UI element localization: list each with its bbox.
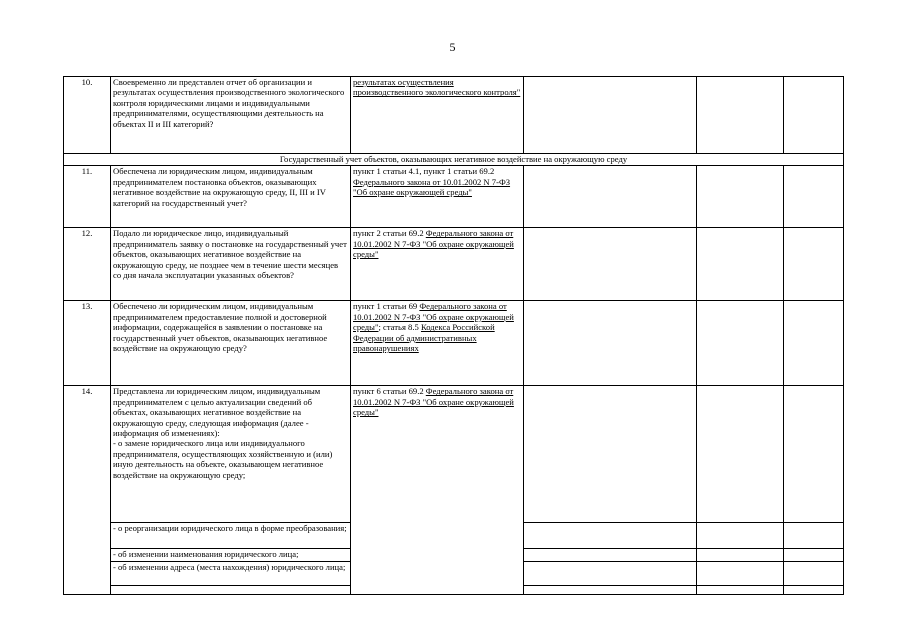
answer-cell [697,523,784,549]
reference-link[interactable]: Федерального закона от 10.01.2002 N 7-ФЗ "Об охране окружающей среды" [353,176,511,198]
reference-text: пункт 6 статьи 69.2 [353,386,426,397]
row-reference [351,386,524,594]
reference-link[interactable]: результатах осуществления производственного экологического контроля" [353,77,521,98]
row-number: 13. [64,301,111,386]
reference-text: пункт 1 статьи 69 [353,301,420,312]
answer-cell [697,585,784,594]
sub-item: - об изменении наименования юридического лица; [111,549,351,561]
row-number: 10. [64,77,111,154]
reference-link[interactable]: Федерального закона от 10.01.2002 N 7-ФЗ "Об охране окружающей среды" [353,301,514,333]
row-question: Своевременно ли представлен отчет об организации и результатах осуществления производственного экологического контроля юридическими лицами и индивидуальными предпринимателями, осуществляющими деятельность на объектах II и III категорий? [111,77,351,154]
row-question: Обеспечена ли юридическим лицом, индивидуальным предпринимателем постановка объектов, оказывающих негативное воздействие на окружающую среду, II, III и IV категорий на государственный учет? [111,166,351,228]
answer-cell [524,585,697,594]
answer-cell [784,77,844,154]
table-row [64,301,844,386]
answer-cell [524,166,697,228]
sub-item [111,585,351,594]
answer-cell [697,386,784,523]
reference-text: пункт 1 статьи 4.1, пункт 1 статьи 69.2 [353,166,495,177]
row-question: Представлена ли юридическим лицом, индивидуальным предпринимателем с целью актуализации сведений об объектах, оказывающих негативное воздействие на окружающую среду, следующая информация (далее - информация об изменениях): - о замене юридического лица или индивидуального предпринимателя, осуществляющих хозяйственную и (или) иную деятельность на объекте, оказывающем негативное воздействие на окружающую среду; [111,386,351,523]
row-number: 14. [64,386,111,594]
answer-cell [697,77,784,154]
row-reference [351,301,524,386]
table-row [64,228,844,301]
page-number: 5 [449,40,456,54]
answer-cell [697,301,784,386]
row-reference [351,77,524,154]
reference-link[interactable]: Федерального закона от 10.01.2002 N 7-ФЗ "Об охране окружающей среды" [353,386,514,418]
answer-cell [784,301,844,386]
reference-link[interactable]: Кодекса Российской Федерации об административных правонарушениях [353,322,495,354]
reference-text: пункт 2 статьи 69.2 [353,228,426,239]
answer-cell [784,585,844,594]
reference-text: ; статья 8.5 [378,322,421,333]
answer-cell [524,228,697,301]
table-row [64,386,844,523]
answer-cell [524,523,697,549]
answer-cell [784,166,844,228]
row-reference [351,228,524,301]
answer-cell [697,549,784,561]
checklist-table [63,76,844,595]
answer-cell [524,386,697,523]
answer-cell [524,301,697,386]
row-number: 12. [64,228,111,301]
table-row [64,166,844,228]
row-question: Подало ли юридическое лицо, индивидуальный предприниматель заявку о постановке на государственный учет объектов, оказывающих негативное воздействие на окружающую среду, не позднее чем в течение шести месяцев со дня начала эксплуатации указанных объектов? [111,228,351,301]
section-title: Государственный учет объектов, оказывающих негативное воздействие на окружающую среду [64,154,844,166]
row-question: Обеспечено ли юридическим лицом, индивидуальным предпринимателем предоставление полной и достоверной информации, содержащейся в заявлении о постановке на государственный учет объектов, оказывающих негативное воздействие на окружающую среду? [111,301,351,386]
sub-item: - об изменении адреса (места нахождения) юридического лица; [111,561,351,585]
answer-cell [784,549,844,561]
answer-cell [784,386,844,523]
answer-cell [697,166,784,228]
row-number: 11. [64,166,111,228]
answer-cell [524,561,697,585]
answer-cell [697,561,784,585]
table-row [64,77,844,154]
answer-cell [784,228,844,301]
answer-cell [784,523,844,549]
answer-cell [784,561,844,585]
reference-link[interactable]: Федерального закона от 10.01.2002 N 7-ФЗ "Об охране окружающей среды" [353,228,514,260]
answer-cell [697,228,784,301]
answer-cell [524,549,697,561]
answer-cell [524,77,697,154]
row-reference [351,166,524,228]
section-row [64,154,844,166]
sub-item: - о реорганизации юридического лица в форме преобразования; [111,523,351,549]
